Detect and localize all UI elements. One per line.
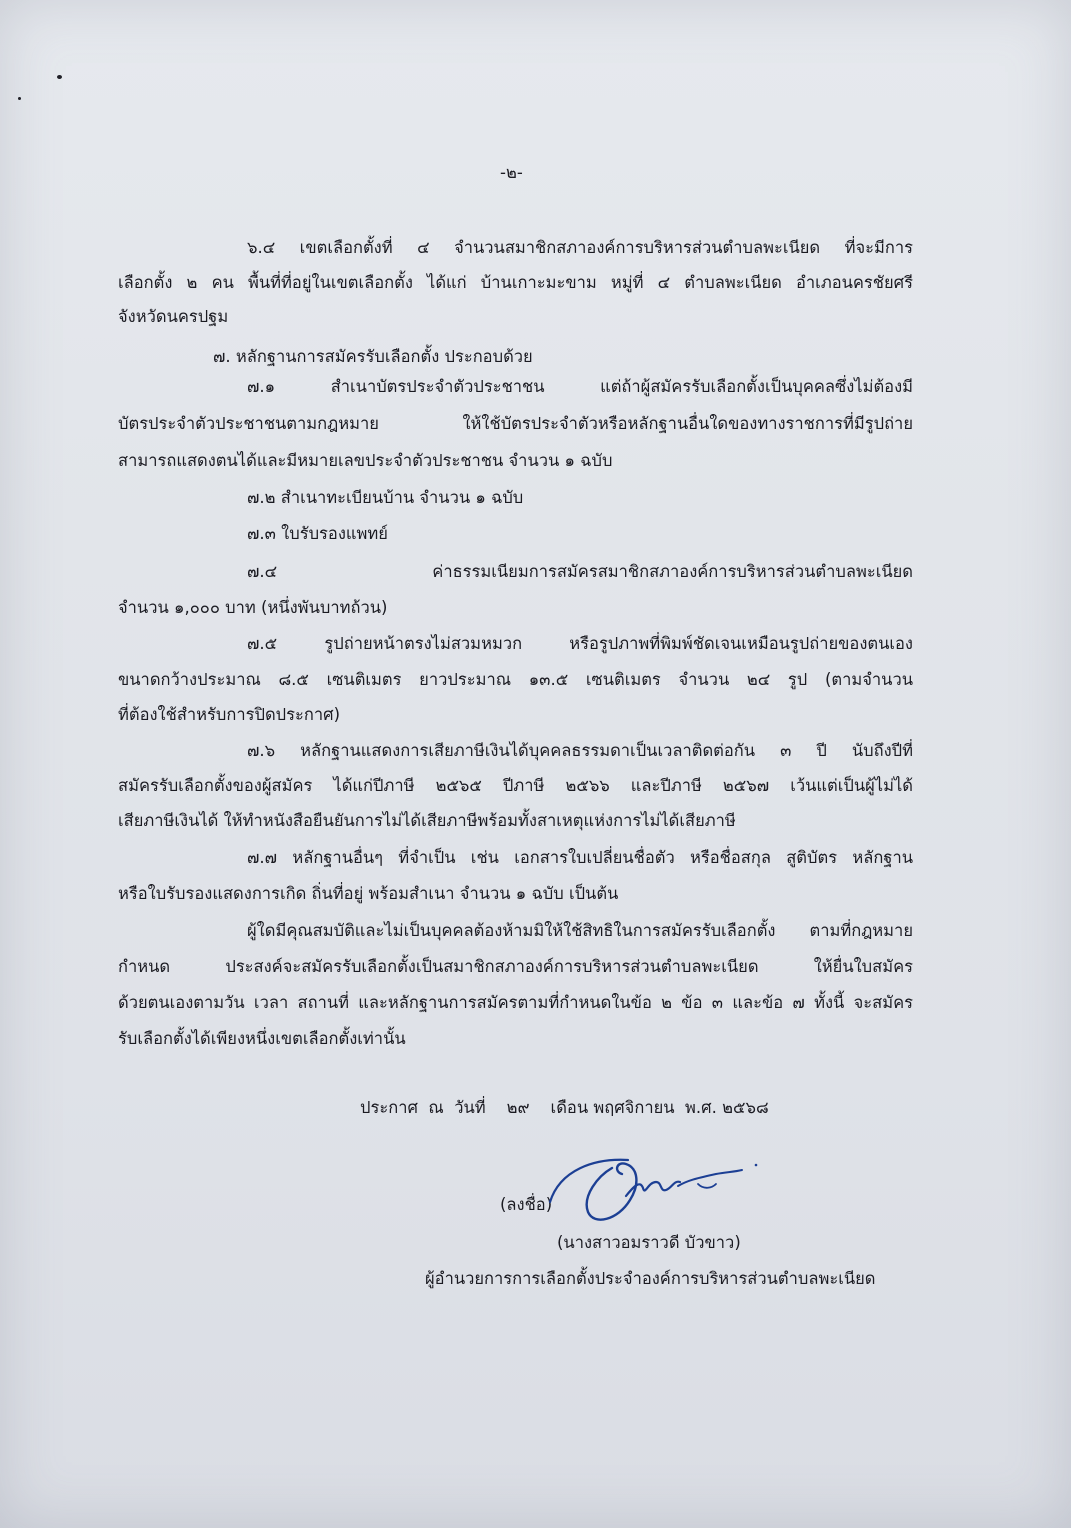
section-heading: ๗. หลักฐานการสมัครรับเลือกตั้ง ประกอบด้วย: [213, 347, 533, 366]
paragraph-line: จังหวัดนครปฐม: [118, 307, 229, 326]
paragraph-line: ที่ต้องใช้สำหรับการปิดประกาศ): [118, 705, 341, 724]
paragraph-line: เลือกตั้ง ๒ คน พื้นที่ที่อยู่ในเขตเลือกตั้ง ได้แก่ บ้านเกาะมะขาม หมู่ที่ ๔ ตำบลพะเนียด อำเภอนครชัยศรี: [118, 273, 913, 292]
page-number: -๒-: [500, 163, 523, 182]
speck-mark: [18, 97, 21, 100]
signature-image: [548, 1150, 768, 1230]
paragraph-line: ๗.๑ สำเนาบัตรประจำตัวประชาชน แต่ถ้าผู้สมัครรับเลือกตั้งเป็นบุคคลซึ่งไม่ต้องมี: [247, 377, 913, 396]
paragraph-line: สามารถแสดงตนได้และมีหมายเลขประจำตัวประชาชน จำนวน ๑ ฉบับ: [118, 451, 613, 470]
paragraph-line: ขนาดกว้างประมาณ ๘.๕ เซนติเมตร ยาวประมาณ ๑๓.๕ เซนติเมตร จำนวน ๒๔ รูป (ตามจำนวน: [118, 670, 913, 689]
announcement-date: ประกาศ ณ วันที่ ๒๙ เดือน พฤศจิกายน พ.ศ. ๒๕๖๘: [360, 1098, 769, 1117]
paragraph-line: เสียภาษีเงินได้ ให้ทำหนังสือยืนยันการไม่ได้เสียภาษีพร้อมทั้งสาเหตุแห่งการไม่ได้เสียภาษี: [118, 811, 736, 830]
paragraph-line: จำนวน ๑,๐๐๐ บาท (หนึ่งพันบาทถ้วน): [118, 598, 388, 617]
paragraph-line: ๗.๕ รูปถ่ายหน้าตรงไม่สวมหมวก หรือรูปภาพที่พิมพ์ชัดเจนเหมือนรูปถ่ายของตนเอง: [247, 634, 913, 653]
signatory-position: ผู้อำนวยการการเลือกตั้งประจำองค์การบริหารส่วนตำบลพะเนียด: [425, 1269, 876, 1288]
list-item: ๗.๓ ใบรับรองแพทย์: [247, 524, 388, 543]
paragraph-line: หรือใบรับรองแสดงการเกิด ถิ่นที่อยู่ พร้อมสำเนา จำนวน ๑ ฉบับ เป็นต้น: [118, 884, 619, 903]
paragraph-line: ด้วยตนเองตามวัน เวลา สถานที่ และหลักฐานการสมัครตามที่กำหนดในข้อ ๒ ข้อ ๓ และข้อ ๗ ทั้งนี้ จะสมัคร: [118, 993, 913, 1012]
speck-mark: [57, 75, 62, 79]
signatory-name: (นางสาวอมราวดี บัวขาว): [557, 1233, 741, 1252]
sign-label: (ลงชื่อ): [500, 1195, 553, 1214]
paragraph-line: ๗.๗ หลักฐานอื่นๆ ที่จำเป็น เช่น เอกสารใบเปลี่ยนชื่อตัว หรือชื่อสกุล สูติบัตร หลักฐาน: [247, 848, 913, 867]
paragraph-line: สมัครรับเลือกตั้งของผู้สมัคร ได้แก่ปีภาษี ๒๕๖๕ ปีภาษี ๒๕๖๖ และปีภาษี ๒๕๖๗ เว้นแต่เป็นผู้ไม่ได้: [118, 776, 913, 795]
paragraph-line: กำหนด ประสงค์จะสมัครรับเลือกตั้งเป็นสมาชิกสภาองค์การบริหารส่วนตำบลพะเนียด ให้ยื่นใบสมัคร: [118, 957, 913, 976]
paragraph-line: รับเลือกตั้งได้เพียงหนึ่งเขตเลือกตั้งเท่านั้น: [118, 1029, 406, 1048]
paragraph-line: ผู้ใดมีคุณสมบัติและไม่เป็นบุคคลต้องห้ามมิให้ใช้สิทธิในการสมัครรับเลือกตั้ง ตามที่กฎหมาย: [247, 921, 913, 940]
paragraph-line: ๖.๔ เขตเลือกตั้งที่ ๔ จำนวนสมาชิกสภาองค์การบริหารส่วนตำบลพะเนียด ที่จะมีการ: [247, 238, 913, 257]
list-item: ๗.๒ สำเนาทะเบียนบ้าน จำนวน ๑ ฉบับ: [247, 488, 524, 507]
paragraph-line: ๗.๔ ค่าธรรมเนียมการสมัครสมาชิกสภาองค์การบริหารส่วนตำบลพะเนียด: [247, 562, 913, 581]
paragraph-line: ๗.๖ หลักฐานแสดงการเสียภาษีเงินได้บุคคลธรรมดาเป็นเวลาติดต่อกัน ๓ ปี นับถึงปีที่: [247, 741, 913, 760]
paragraph-line: บัตรประจำตัวประชาชนตามกฎหมาย ให้ใช้บัตรประจำตัวหรือหลักฐานอื่นใดของทางราชการที่มีรูปถ่าย: [118, 414, 913, 433]
